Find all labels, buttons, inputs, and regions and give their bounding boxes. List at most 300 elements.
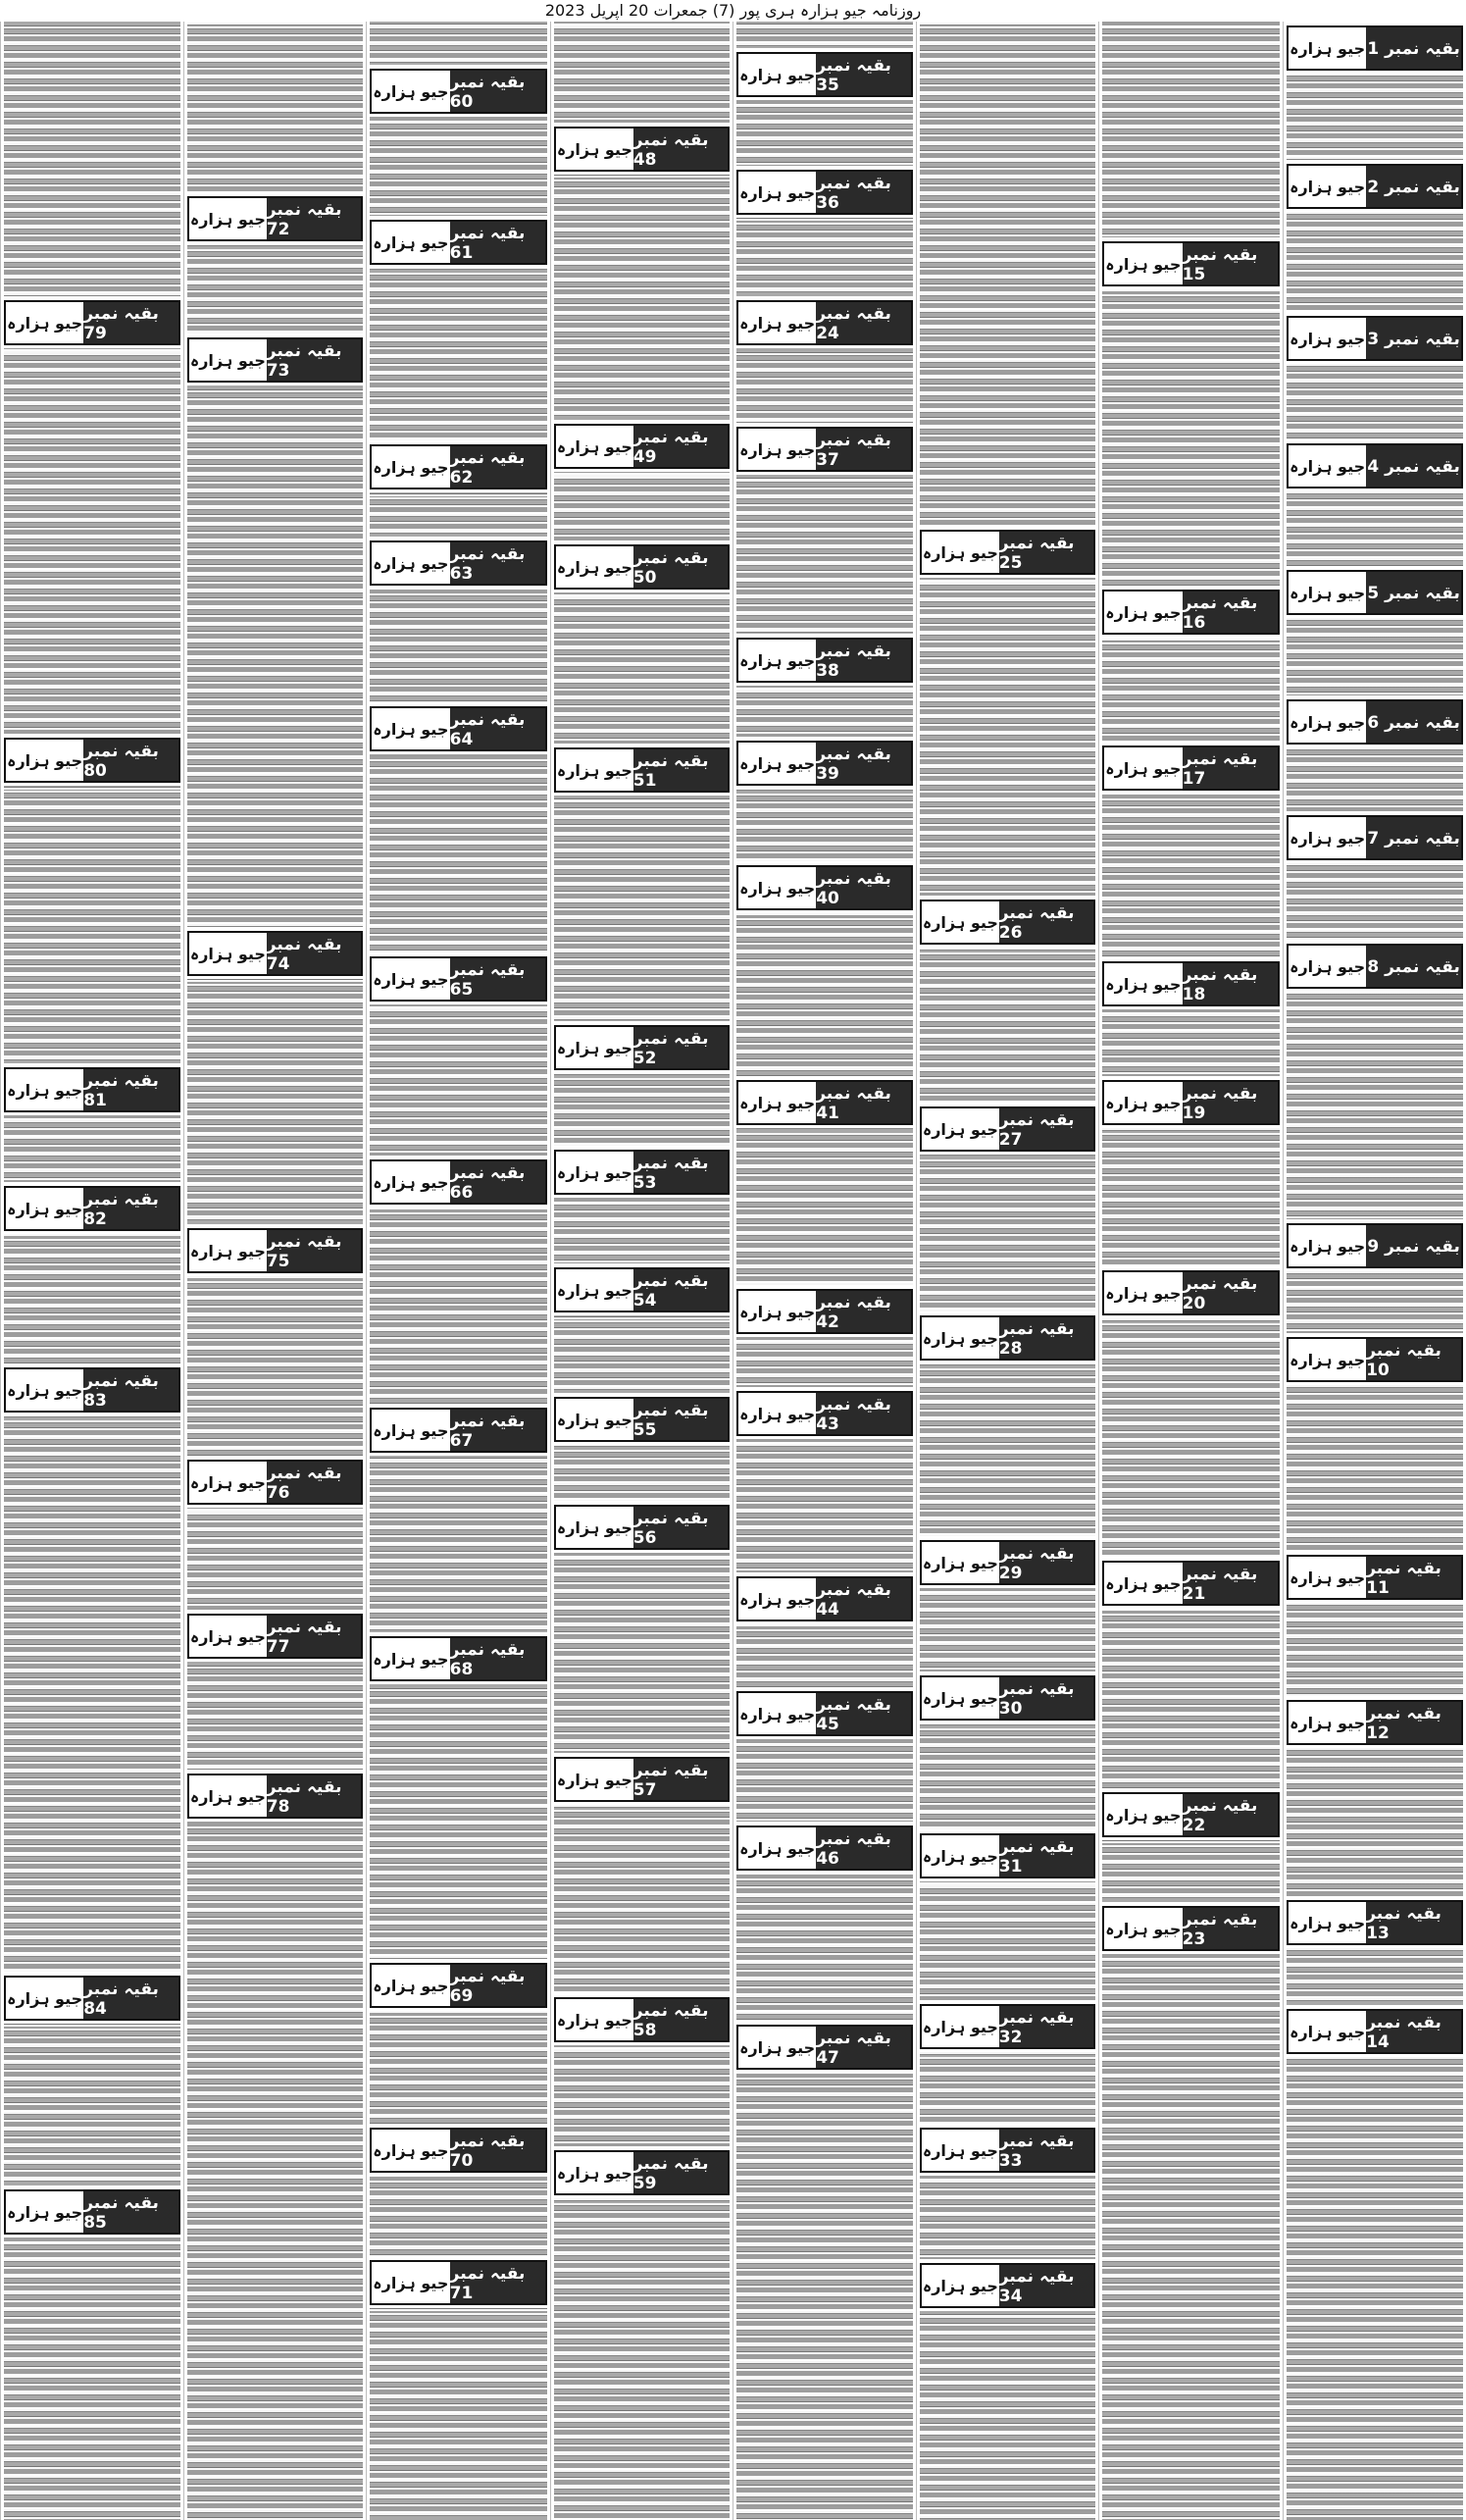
continuation-number: بقیہ نمبر 45 — [816, 1693, 911, 1734]
continuation-box — [736, 638, 913, 683]
continuation-number: بقیہ نمبر 1 — [1366, 27, 1461, 69]
continuation-number: بقیہ نمبر 58 — [633, 1999, 728, 2040]
article-text-block — [554, 1073, 730, 1146]
continuation-number: بقیہ نمبر 24 — [816, 302, 911, 343]
continuation-number: بقیہ نمبر 65 — [450, 958, 545, 1000]
continuation-number: بقیہ نمبر 64 — [450, 708, 545, 749]
continuation-number: بقیہ نمبر 22 — [1183, 1794, 1278, 1835]
continuation-box — [920, 1106, 1095, 1152]
article-text-block — [920, 2176, 1095, 2259]
article-text-block — [554, 1198, 730, 1263]
continuation-source: جیو ہزارہ — [7, 1199, 83, 1218]
continuation-source: جیو ہزارہ — [556, 2163, 632, 2183]
continuation-source: جیو ہزارہ — [1289, 177, 1366, 196]
continuation-source: جیو ہزارہ — [922, 2017, 998, 2036]
continuation-number: بقیہ نمبر 53 — [633, 1152, 728, 1193]
continuation-source: جیو ہزارہ — [922, 1119, 998, 1139]
continuation-box — [920, 2263, 1095, 2308]
article-text-block — [370, 2308, 547, 2520]
continuation-box — [1287, 815, 1463, 860]
continuation-box — [4, 1367, 180, 1413]
article-text-block — [187, 1276, 363, 1456]
article-text-block — [1102, 1609, 1280, 1788]
article-text-block — [920, 1881, 1095, 2000]
continuation-source: جیو ہزارہ — [739, 1093, 816, 1112]
continuation-box — [187, 337, 363, 383]
continuation-box — [1287, 164, 1463, 209]
continuation-box — [736, 741, 913, 786]
continuation-source: جیو ہزارہ — [1289, 828, 1366, 848]
continuation-box — [187, 1614, 363, 1659]
continuation-box — [1287, 1900, 1463, 1945]
article-text-block — [370, 492, 547, 537]
continuation-source: جیو ہزارہ — [1289, 2022, 1366, 2041]
continuation-number: بقیہ نمبر 5 — [1366, 572, 1461, 613]
continuation-source: جیو ہزارہ — [556, 557, 632, 577]
continuation-number: بقیہ نمبر 6 — [1366, 701, 1461, 743]
article-text-block — [1287, 618, 1463, 695]
continuation-box — [4, 2189, 180, 2235]
continuation-source: جیو ہزارہ — [1105, 974, 1182, 994]
continuation-source: جیو ہزارہ — [373, 81, 449, 101]
article-text-block — [554, 796, 730, 1021]
article-text-block — [554, 472, 730, 540]
article-text-block — [4, 786, 180, 1063]
continuation-number: بقیہ نمبر 35 — [816, 54, 911, 95]
column-5 — [550, 22, 733, 2520]
continuation-source: جیو ہزارہ — [1289, 1236, 1366, 1256]
continuation-box — [1102, 746, 1280, 791]
column-2 — [1098, 22, 1283, 2520]
continuation-number: بقیہ نمبر 73 — [267, 339, 361, 381]
article-text-block — [370, 589, 547, 702]
column-3 — [916, 22, 1098, 2520]
article-text-block — [920, 1363, 1095, 1536]
continuation-number: بقیہ نمبر 50 — [633, 546, 728, 588]
continuation-number: بقیہ نمبر 70 — [450, 2130, 545, 2171]
continuation-number: بقیہ نمبر 9 — [1366, 1225, 1461, 1266]
article-text-block — [370, 1684, 547, 1959]
continuation-number: بقیہ نمبر 54 — [633, 1269, 728, 1311]
continuation-number: بقیہ نمبر 57 — [633, 1759, 728, 1800]
continuation-number: بقیہ نمبر 68 — [450, 1638, 545, 1679]
continuation-number: بقیہ نمبر 34 — [999, 2265, 1093, 2306]
continuation-number: بقیہ نمبر 27 — [999, 1108, 1093, 1150]
continuation-source: جیو ہزارہ — [739, 650, 816, 670]
continuation-source: جیو ہزارہ — [556, 1280, 632, 1300]
continuation-number: بقیہ نمبر 74 — [267, 933, 361, 974]
article-text-block — [736, 2073, 913, 2520]
article-text-block — [1287, 74, 1463, 160]
article-text-block — [370, 754, 547, 952]
continuation-source: جیو ہزارہ — [189, 1241, 266, 1260]
continuation-box — [554, 1150, 730, 1195]
continuation-source: جیو ہزارہ — [1289, 38, 1366, 58]
continuation-number: بقیہ نمبر 36 — [816, 172, 911, 213]
continuation-box — [736, 52, 913, 97]
article-text-block — [736, 789, 913, 861]
continuation-source: جیو ہزارہ — [1105, 1573, 1182, 1593]
continuation-box — [370, 1636, 547, 1681]
article-text-block — [736, 1439, 913, 1572]
continuation-box — [920, 1315, 1095, 1361]
continuation-number: بقیہ نمبر 17 — [1183, 747, 1278, 789]
continuation-number: بقیہ نمبر 23 — [1183, 1908, 1278, 1949]
article-text-block — [736, 475, 913, 634]
continuation-number: بقیہ نمبر 28 — [999, 1317, 1093, 1359]
continuation-number: بقیہ نمبر 40 — [816, 867, 911, 908]
continuation-box — [554, 544, 730, 590]
continuation-number: بقیہ نمبر 84 — [83, 1978, 178, 2019]
continuation-number: بقیہ نمبر 75 — [267, 1230, 361, 1271]
article-text-block — [1102, 794, 1280, 957]
article-text-block — [736, 686, 913, 737]
continuation-source: جیو ہزارہ — [556, 2010, 632, 2030]
continuation-box — [370, 956, 547, 1002]
newspaper-page — [0, 22, 1466, 2520]
continuation-source: جیو ہزارہ — [922, 1328, 998, 1348]
article-text-block — [736, 22, 913, 48]
continuation-number: بقیہ نمبر 49 — [633, 426, 728, 467]
continuation-number: بقیہ نمبر 2 — [1366, 166, 1461, 207]
continuation-box — [554, 2150, 730, 2195]
continuation-source: جیو ہزارہ — [373, 2140, 449, 2160]
continuation-box — [370, 69, 547, 114]
continuation-number: بقیہ نمبر 59 — [633, 2152, 728, 2193]
continuation-number: بقیہ نمبر 39 — [816, 743, 911, 784]
continuation-source: جیو ہزارہ — [922, 2276, 998, 2295]
continuation-box — [1287, 26, 1463, 71]
article-text-block — [1102, 289, 1280, 586]
continuation-box — [736, 300, 913, 345]
continuation-box — [187, 196, 363, 241]
continuation-box — [554, 424, 730, 469]
continuation-number: بقیہ نمبر 81 — [83, 1069, 178, 1110]
article-text-block — [1102, 22, 1280, 237]
article-text-block — [370, 1004, 547, 1156]
continuation-box — [736, 1826, 913, 1871]
article-text-block — [1287, 1948, 1463, 2005]
continuation-number: بقیہ نمبر 10 — [1366, 1339, 1461, 1380]
continuation-box — [736, 1576, 913, 1621]
continuation-number: بقیہ نمبر 78 — [267, 1775, 361, 1817]
continuation-number: بقیہ نمبر 56 — [633, 1507, 728, 1548]
article-text-block — [1102, 638, 1280, 742]
continuation-number: بقیہ نمبر 83 — [83, 1369, 178, 1411]
continuation-number: بقیہ نمبر 72 — [267, 198, 361, 239]
continuation-number: بقیہ نمبر 31 — [999, 1835, 1093, 1877]
continuation-source: جیو ہزارہ — [1105, 254, 1182, 274]
continuation-number: بقیہ نمبر 20 — [1183, 1272, 1278, 1313]
article-text-block — [187, 244, 363, 334]
continuation-source: جیو ہزارہ — [556, 139, 632, 159]
article-text-block — [370, 117, 547, 216]
continuation-number: بقیہ نمبر 33 — [999, 2130, 1093, 2171]
continuation-number: بقیہ نمبر 12 — [1366, 1702, 1461, 1743]
continuation-box — [370, 444, 547, 489]
article-text-block — [736, 913, 913, 1076]
article-text-block — [920, 1155, 1095, 1311]
continuation-box — [920, 530, 1095, 575]
continuation-box — [554, 1025, 730, 1070]
continuation-number: بقیہ نمبر 13 — [1366, 1902, 1461, 1943]
continuation-number: بقیہ نمبر 77 — [267, 1616, 361, 1657]
masthead: روزنامہ جیو ہزارہ ہری پور (7) جمعرات 20 اپریل 2023 — [544, 1, 922, 20]
continuation-box — [554, 1997, 730, 2042]
continuation-number: بقیہ نمبر 30 — [999, 1677, 1093, 1719]
article-text-block — [554, 175, 730, 420]
continuation-box — [187, 931, 363, 976]
continuation-source: جیو ہزارہ — [7, 750, 83, 770]
article-text-block — [736, 1337, 913, 1387]
continuation-source: جیو ہزارہ — [373, 719, 449, 739]
continuation-box — [1102, 590, 1280, 635]
article-text-block — [554, 1805, 730, 1993]
continuation-box — [920, 1675, 1095, 1721]
continuation-number: بقیہ نمبر 42 — [816, 1291, 911, 1332]
continuation-number: بقیہ نمبر 71 — [450, 2262, 545, 2303]
continuation-box — [4, 1976, 180, 2021]
continuation-source: جیو ہزارہ — [189, 1786, 266, 1806]
continuation-box — [1102, 1792, 1280, 1837]
continuation-source: جیو ہزارہ — [373, 969, 449, 989]
article-text-block — [920, 948, 1095, 1103]
article-text-block — [1287, 491, 1463, 566]
article-text-block — [1102, 1840, 1280, 1902]
continuation-source: جیو ہزارہ — [739, 1589, 816, 1609]
article-text-block — [1287, 1271, 1463, 1333]
continuation-number: بقیہ نمبر 69 — [450, 1965, 545, 2006]
continuation-source: جیو ہزارہ — [1289, 712, 1366, 732]
continuation-source: جیو ہزارہ — [922, 1846, 998, 1866]
continuation-box — [1102, 241, 1280, 286]
continuation-source: جیو ہزارہ — [739, 878, 816, 898]
continuation-number: بقیہ نمبر 82 — [83, 1188, 178, 1229]
continuation-source: جیو ہزارہ — [1289, 456, 1366, 476]
continuation-source: جیو ہزارہ — [1105, 1805, 1182, 1825]
article-text-block — [920, 1588, 1095, 1671]
continuation-box — [1287, 316, 1463, 361]
continuation-source: جیو ہزارہ — [1105, 1919, 1182, 1938]
continuation-number: بقیہ نمبر 18 — [1183, 963, 1278, 1004]
continuation-box — [554, 747, 730, 793]
continuation-box — [920, 2128, 1095, 2173]
continuation-box — [187, 1460, 363, 1505]
article-text-block — [736, 1739, 913, 1822]
article-text-block — [1287, 364, 1463, 439]
continuation-box — [370, 1159, 547, 1205]
continuation-source: جیو ہزارہ — [7, 1988, 83, 2008]
continuation-number: بقیہ نمبر 66 — [450, 1161, 545, 1203]
continuation-source: جیو ہزارہ — [922, 1688, 998, 1708]
column-7 — [183, 22, 366, 2520]
continuation-number: بقیہ نمبر 11 — [1366, 1557, 1461, 1598]
continuation-box — [1287, 699, 1463, 745]
continuation-number: بقیہ نمبر 16 — [1183, 591, 1278, 633]
continuation-box — [1287, 2009, 1463, 2054]
continuation-source: جیو ہزارہ — [556, 1162, 632, 1182]
article-text-block — [920, 2311, 1095, 2520]
continuation-box — [736, 170, 913, 215]
continuation-source: جیو ہزارہ — [373, 1172, 449, 1192]
continuation-number: بقیہ نمبر 85 — [83, 2191, 178, 2233]
article-text-block — [187, 979, 363, 1224]
continuation-source: جیو ہزارہ — [373, 1976, 449, 1995]
continuation-number: بقیہ نمبر 26 — [999, 901, 1093, 943]
continuation-number: بقیہ نمبر 21 — [1183, 1563, 1278, 1604]
continuation-box — [370, 2260, 547, 2305]
continuation-source: جیو ہزارہ — [189, 209, 266, 229]
article-text-block — [920, 578, 1095, 896]
continuation-source: جیو ہزارہ — [739, 439, 816, 459]
continuation-box — [736, 427, 913, 472]
article-text-block — [370, 22, 547, 65]
article-text-block — [1287, 747, 1463, 811]
continuation-box — [4, 300, 180, 345]
continuation-number: بقیہ نمبر 19 — [1183, 1082, 1278, 1123]
continuation-box — [1102, 1906, 1280, 1951]
article-text-block — [187, 22, 363, 192]
continuation-box — [736, 1691, 913, 1736]
continuation-box — [1102, 1270, 1280, 1315]
article-text-block — [554, 1553, 730, 1753]
continuation-box — [554, 127, 730, 172]
continuation-source: جیو ہزارہ — [922, 2140, 998, 2160]
article-text-block — [736, 348, 913, 423]
article-text-block — [4, 22, 180, 296]
article-text-block — [1287, 1385, 1463, 1551]
article-text-block — [736, 1128, 913, 1285]
article-text-block — [736, 218, 913, 296]
continuation-box — [736, 2025, 913, 2070]
continuation-source: جیو ہزارہ — [373, 1420, 449, 1440]
continuation-source: جیو ہزارہ — [189, 1626, 266, 1646]
continuation-source: جیو ہزارہ — [373, 457, 449, 477]
column-8 — [0, 22, 183, 2520]
continuation-box — [4, 1186, 180, 1231]
continuation-number: بقیہ نمبر 37 — [816, 429, 911, 470]
article-text-block — [370, 2176, 547, 2256]
continuation-source: جیو ہزارہ — [373, 1649, 449, 1669]
continuation-source: جیو ہزارہ — [1289, 329, 1366, 348]
continuation-number: بقیہ نمبر 8 — [1366, 946, 1461, 987]
continuation-source: جیو ہزارہ — [1289, 1913, 1366, 1932]
article-text-block — [187, 386, 363, 927]
continuation-box — [736, 1080, 913, 1125]
continuation-source: جیو ہزارہ — [1105, 1093, 1182, 1112]
continuation-number: بقیہ نمبر 38 — [816, 640, 911, 681]
continuation-source: جیو ہزارہ — [739, 182, 816, 202]
continuation-source: جیو ہزارہ — [739, 313, 816, 333]
column-4 — [733, 22, 916, 2520]
article-text-block — [920, 1723, 1095, 1829]
continuation-number: بقیہ نمبر 3 — [1366, 318, 1461, 359]
continuation-number: بقیہ نمبر 32 — [999, 2006, 1093, 2047]
continuation-source: جیو ہزارہ — [1289, 1713, 1366, 1732]
continuation-source: جیو ہزارہ — [189, 1472, 266, 1492]
continuation-source: جیو ہزارہ — [373, 553, 449, 573]
continuation-source: جیو ہزارہ — [739, 1838, 816, 1858]
article-text-block — [554, 2045, 730, 2146]
continuation-source: جیو ہزارہ — [1105, 758, 1182, 778]
article-text-block — [1102, 1318, 1280, 1557]
continuation-source: جیو ہزارہ — [7, 1380, 83, 1400]
continuation-box — [1287, 1555, 1463, 1600]
continuation-source: جیو ہزارہ — [373, 2273, 449, 2292]
continuation-source: جیو ہزارہ — [556, 1410, 632, 1429]
continuation-box — [1287, 944, 1463, 989]
article-text-block — [554, 592, 730, 744]
article-text-block — [370, 1208, 547, 1404]
continuation-box — [736, 1289, 913, 1334]
article-text-block — [370, 268, 547, 440]
continuation-number: بقیہ نمبر 41 — [816, 1082, 911, 1123]
continuation-source: جیو ہزارہ — [922, 1553, 998, 1572]
continuation-source: جیو ہزارہ — [1289, 583, 1366, 602]
continuation-number: بقیہ نمبر 60 — [450, 71, 545, 112]
continuation-number: بقیہ نمبر 7 — [1366, 817, 1461, 858]
article-text-block — [4, 2024, 180, 2186]
continuation-source: جیو ہزارہ — [7, 1080, 83, 1100]
continuation-box — [370, 1963, 547, 2008]
continuation-source: جیو ہزارہ — [189, 350, 266, 370]
article-text-block — [4, 2237, 180, 2520]
article-text-block — [4, 1415, 180, 1972]
article-text-block — [920, 2052, 1095, 2124]
continuation-box — [554, 1757, 730, 1802]
continuation-box — [554, 1397, 730, 1442]
continuation-number: بقیہ نمبر 46 — [816, 1827, 911, 1869]
continuation-source: جیو ہزارہ — [556, 1038, 632, 1057]
continuation-source: جیو ہزارہ — [1105, 1283, 1182, 1303]
article-text-block — [187, 1508, 363, 1610]
article-text-block — [1102, 1009, 1280, 1076]
continuation-number: بقیہ نمبر 51 — [633, 749, 728, 791]
continuation-source: جیو ہزارہ — [556, 1770, 632, 1789]
continuation-box — [4, 738, 180, 783]
continuation-source: جیو ہزارہ — [739, 2037, 816, 2057]
article-text-block — [1102, 1128, 1280, 1266]
continuation-box — [920, 1833, 1095, 1878]
article-text-block — [554, 1315, 730, 1393]
continuation-number: بقیہ نمبر 47 — [816, 2027, 911, 2068]
continuation-number: بقیہ نمبر 25 — [999, 532, 1093, 573]
article-text-block — [554, 22, 730, 123]
article-text-block — [736, 1624, 913, 1687]
article-text-block — [1287, 1603, 1463, 1696]
continuation-source: جیو ہزارہ — [1289, 1350, 1366, 1369]
article-text-block — [1287, 1748, 1463, 1896]
continuation-source: جیو ہزارہ — [556, 437, 632, 456]
continuation-box — [1102, 1561, 1280, 1606]
continuation-box — [1287, 443, 1463, 489]
continuation-box — [1287, 1223, 1463, 1268]
column-6 — [366, 22, 550, 2520]
continuation-number: بقیہ نمبر 52 — [633, 1027, 728, 1068]
continuation-box — [1287, 1700, 1463, 1745]
continuation-box — [1287, 570, 1463, 615]
article-text-block — [920, 22, 1095, 526]
article-text-block — [187, 1822, 363, 2520]
article-text-block — [554, 2198, 730, 2520]
article-text-block — [4, 1234, 180, 1363]
continuation-box — [370, 706, 547, 751]
article-text-block — [736, 100, 913, 166]
continuation-source: جیو ہزارہ — [556, 760, 632, 780]
continuation-source: جیو ہزارہ — [739, 1302, 816, 1321]
article-text-block — [736, 1874, 913, 2021]
continuation-box — [1102, 961, 1280, 1006]
